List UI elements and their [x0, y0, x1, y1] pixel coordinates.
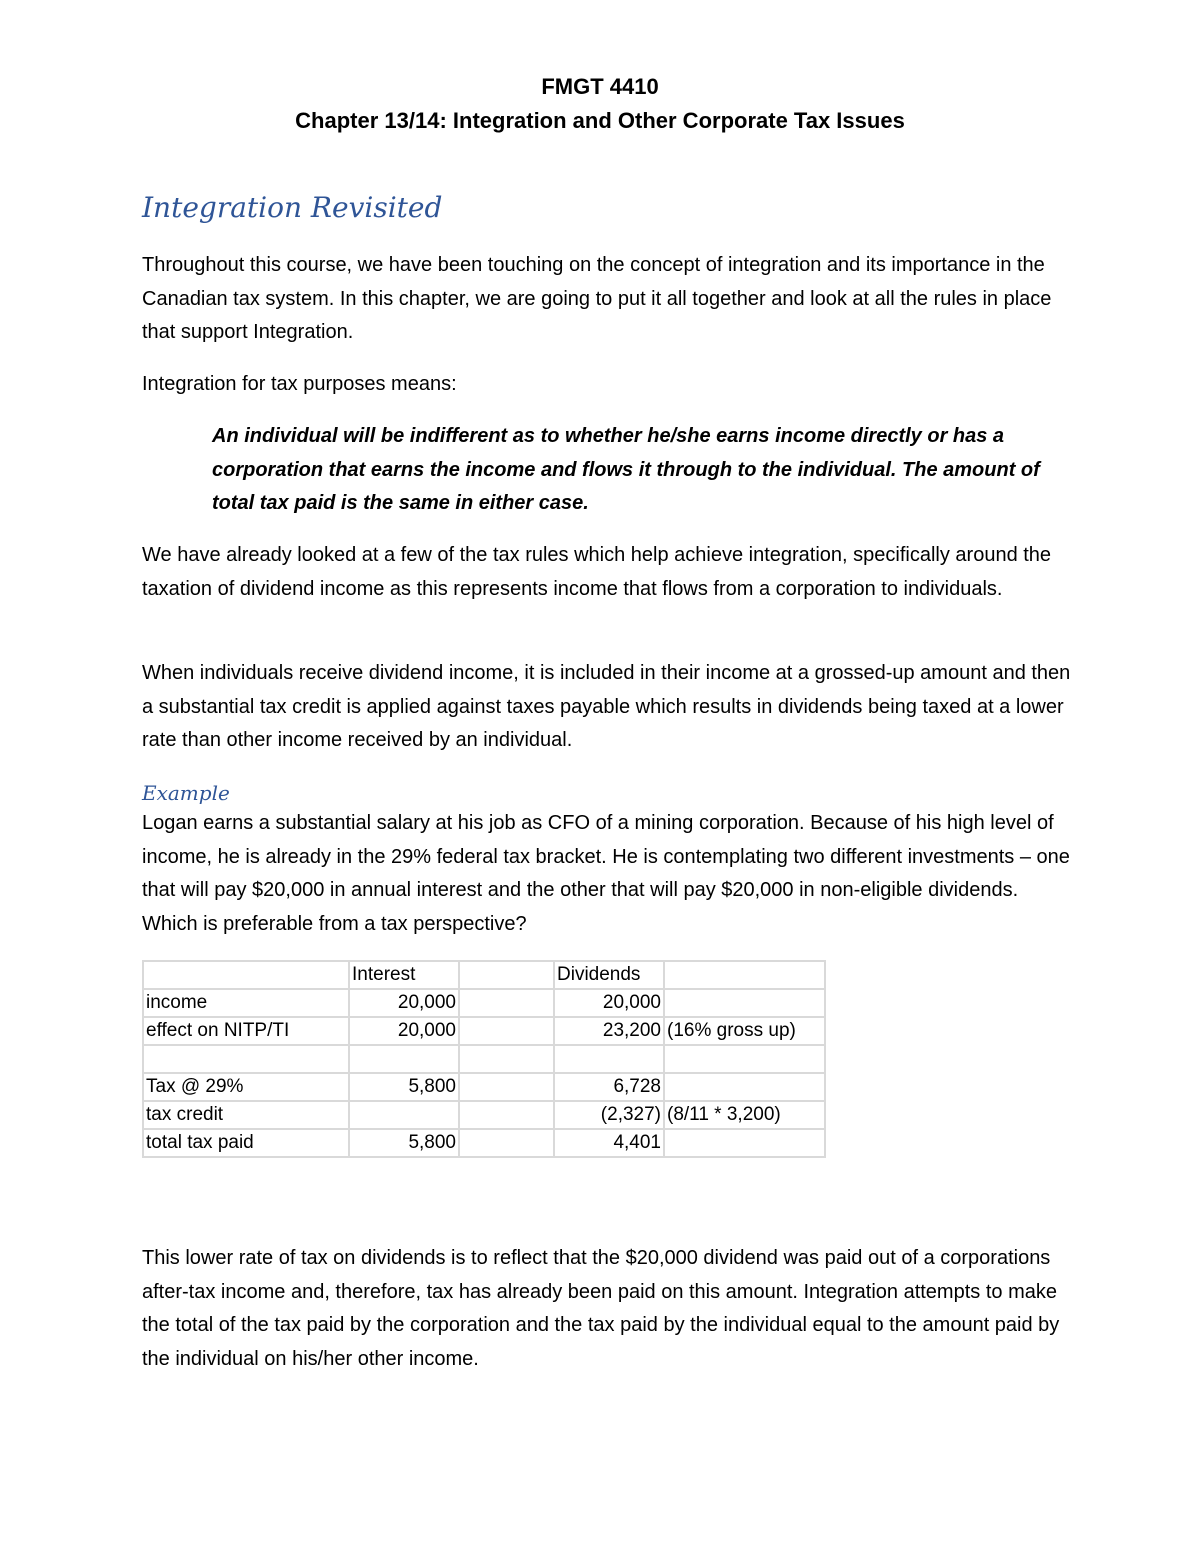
row-note: (16% gross up) [664, 1017, 825, 1045]
gross-up-paragraph: When individuals receive dividend income, it is included in their income at a grossed-up amount and then a substantial tax credit is applied against taxes payable which results in dividends being taxed at a lower rate than other income received by an individual. [142, 662, 1071, 751]
chapter-title: Chapter 13/14: Integration and Other Corporate Tax Issues [295, 108, 905, 133]
row-dividends: 6,728 [554, 1073, 664, 1101]
row-label [143, 1045, 349, 1073]
row-interest [349, 1101, 459, 1129]
row-note [664, 1129, 825, 1157]
table-header-row [143, 961, 825, 989]
course-code: FMGT 4410 [541, 74, 659, 99]
row-dividends: (2,327) [554, 1101, 664, 1129]
table-row [143, 1073, 825, 1101]
row-interest: 5,800 [349, 1073, 459, 1101]
row-dividends [554, 1045, 664, 1073]
row-gap [459, 1129, 554, 1157]
table-header-label [143, 961, 349, 989]
row-note [664, 989, 825, 1017]
row-interest: 5,800 [349, 1129, 459, 1157]
row-dividends: 4,401 [554, 1129, 664, 1157]
row-label: tax credit [143, 1101, 349, 1129]
row-label: total tax paid [143, 1129, 349, 1157]
row-interest: 20,000 [349, 989, 459, 1017]
row-interest: 20,000 [349, 1017, 459, 1045]
table-header-note [664, 961, 825, 989]
row-interest [349, 1045, 459, 1073]
conclusion-paragraph: This lower rate of tax on dividends is to reflect that the $20,000 dividend was paid out of a corporations after-tax income and, therefore, tax has already been paid on this amount. Integration attempts to make the total of the tax paid by the corporation and the tax paid by the individual equal to the amount paid by the individual on his/her other income. [142, 1247, 1060, 1370]
row-gap [459, 1017, 554, 1045]
table-row [143, 1017, 825, 1045]
row-label: effect on NITP/TI [143, 1017, 349, 1045]
dividend-rules-paragraph: We have already looked at a few of the tax rules which help achieve integration, specifically around the taxation of dividend income as this represents income that flows from a corporation to individuals. [142, 544, 1052, 600]
section-heading: Integration Revisited [142, 191, 443, 224]
table-row [143, 989, 825, 1017]
definition-quote: An individual will be indifferent as to whether he/she earns income directly or has a corporation that earns the income and flows it through to the individual. The amount of total tax paid is the same in either case. [212, 425, 1040, 514]
table-header-interest: Interest [349, 961, 459, 989]
row-label: Tax @ 29% [143, 1073, 349, 1101]
row-gap [459, 1073, 554, 1101]
intro-paragraph: Throughout this course, we have been touching on the concept of integration and its importance in the Canadian tax system. In this chapter, we are going to put it all together and look at all the rules in place that support Integration. [142, 254, 1052, 343]
table-header-dividends: Dividends [554, 961, 664, 989]
table-header-gap [459, 961, 554, 989]
row-gap [459, 1101, 554, 1129]
row-gap [459, 989, 554, 1017]
example-heading: Example [142, 781, 230, 805]
row-dividends: 20,000 [554, 989, 664, 1017]
row-note: (8/11 * 3,200) [664, 1101, 825, 1129]
row-dividends: 23,200 [554, 1017, 664, 1045]
row-note [664, 1045, 825, 1073]
tax-comparison-table [142, 960, 826, 1158]
example-paragraph: Logan earns a substantial salary at his job as CFO of a mining corporation. Because of his high level of income, he is already in the 29% federal tax bracket. He is contemplating two different investments – one that will pay $20,000 in annual interest and the other that will pay $20,000 in non-eligible dividends. Which is preferable from a tax perspective? [142, 812, 1070, 935]
row-gap [459, 1045, 554, 1073]
table-row-total [143, 1129, 825, 1157]
row-note [664, 1073, 825, 1101]
definition-lead: Integration for tax purposes means: [142, 373, 457, 395]
table-row [143, 1101, 825, 1129]
table-row [143, 1045, 825, 1073]
row-label: income [143, 989, 349, 1017]
